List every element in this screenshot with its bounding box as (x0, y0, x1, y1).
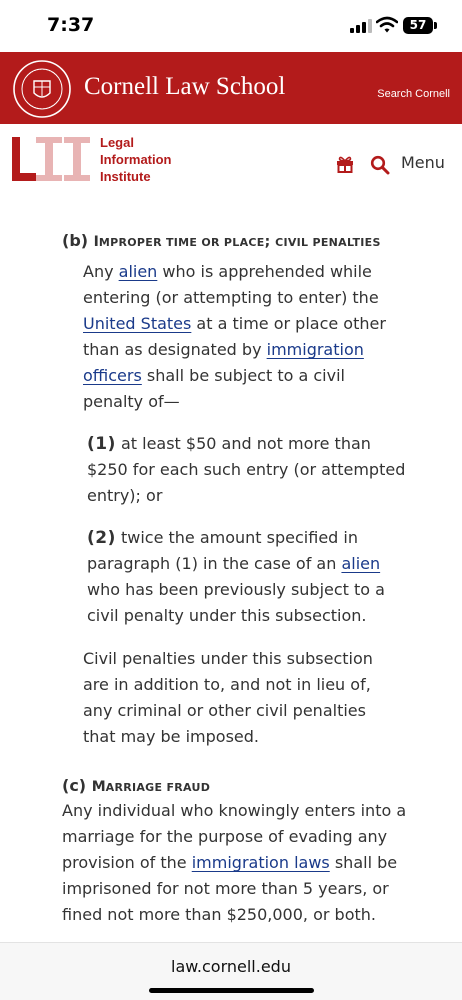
heading-text-part: ARRIAGE FRAUD (105, 781, 211, 794)
definition-link[interactable]: officers (83, 366, 142, 385)
text-line: Any alien who is apprehended while (83, 262, 372, 281)
lii-line-information: Information (100, 152, 172, 167)
heading-text-part: CIVIL PENALTIES (275, 236, 381, 249)
menu-button[interactable]: Menu (401, 153, 445, 172)
battery-icon: 57 (403, 17, 433, 34)
text-line: entry); or (87, 486, 163, 505)
wifi-icon (376, 16, 398, 34)
lii-header (0, 124, 462, 204)
heading-text-part: ; (264, 234, 276, 250)
search-icon[interactable] (370, 155, 390, 175)
definition-link[interactable]: alien (118, 262, 158, 281)
cornell-law-school-title[interactable]: Cornell Law School (84, 73, 286, 100)
home-indicator[interactable] (149, 988, 314, 993)
text-line: Any individual who knowingly enters into a (62, 801, 407, 820)
text-line: entering (or attempting to enter) the (83, 288, 379, 307)
status-bar (0, 0, 462, 52)
definition-link[interactable]: United States (83, 314, 192, 333)
lii-logo[interactable] (10, 135, 94, 183)
heading-text-part: M (91, 779, 106, 795)
text-line: who has been previously subject to a (87, 580, 385, 599)
cellular-signal-icon (350, 19, 372, 33)
subsection-b-heading (62, 228, 381, 256)
paragraph-2 (87, 525, 385, 629)
text-line: (1) at least $50 and not more than (87, 434, 371, 454)
subsection-b-title (94, 231, 381, 250)
subsection-b-closing (83, 646, 373, 750)
subsection-c-marker: (c) (62, 776, 87, 795)
paragraph-marker: (1) (87, 434, 116, 454)
text-line: than as designated by immigration (83, 340, 364, 359)
cornell-seal-icon[interactable] (12, 59, 72, 119)
paragraph-1 (87, 431, 405, 509)
lii-line-institute: Institute (100, 169, 151, 184)
definition-link[interactable]: alien (341, 554, 381, 573)
text-line: civil penalty under this subsection. (87, 606, 367, 625)
subsection-c-title (92, 776, 211, 795)
text-line: marriage for the purpose of evading any (62, 827, 388, 846)
status-time: 7:37 (47, 14, 95, 36)
paragraph-marker: (2) (87, 528, 116, 548)
text-line: imprisoned for not more than 5 years, or (62, 879, 389, 898)
text-line: fined not more than $250,000, or both. (62, 905, 376, 924)
battery-cap (434, 22, 437, 29)
text-line: are in addition to, and not in lieu of, (83, 675, 371, 694)
subsection-b-marker: (b) (62, 231, 89, 250)
cornell-header (0, 52, 462, 124)
text-line: provision of the immigration laws shall be (62, 853, 398, 872)
definition-link[interactable]: immigration (266, 340, 364, 359)
text-line: that may be imposed. (83, 727, 260, 746)
text-line: Civil penalties under this subsection (83, 649, 373, 668)
subsection-b-body (83, 259, 386, 415)
text-line: paragraph (1) in the case of an alien (87, 554, 381, 573)
subsection-c-body (62, 798, 406, 928)
gift-icon[interactable] (336, 155, 354, 173)
browser-address-bar[interactable] (0, 942, 462, 1000)
lii-name[interactable] (100, 134, 172, 185)
text-line: officers shall be subject to a civil (83, 366, 345, 385)
heading-text-part: MPROPER TIME OR PLACE (98, 236, 265, 249)
search-cornell-link[interactable]: Search Cornell (377, 88, 450, 100)
url-text[interactable]: law.cornell.edu (171, 957, 291, 976)
heading-text-part: I (93, 234, 99, 250)
lii-line-legal: Legal (100, 135, 134, 150)
definition-link[interactable]: immigration laws (191, 853, 330, 872)
subsection-c-heading (62, 773, 210, 801)
text-line: penalty of— (83, 392, 180, 411)
text-line: United States at a time or place other (83, 314, 386, 333)
text-line: $250 for each such entry (or attempted (87, 460, 406, 479)
text-line: (2) twice the amount specified in (87, 528, 358, 548)
text-line: any criminal or other civil penalties (83, 701, 366, 720)
